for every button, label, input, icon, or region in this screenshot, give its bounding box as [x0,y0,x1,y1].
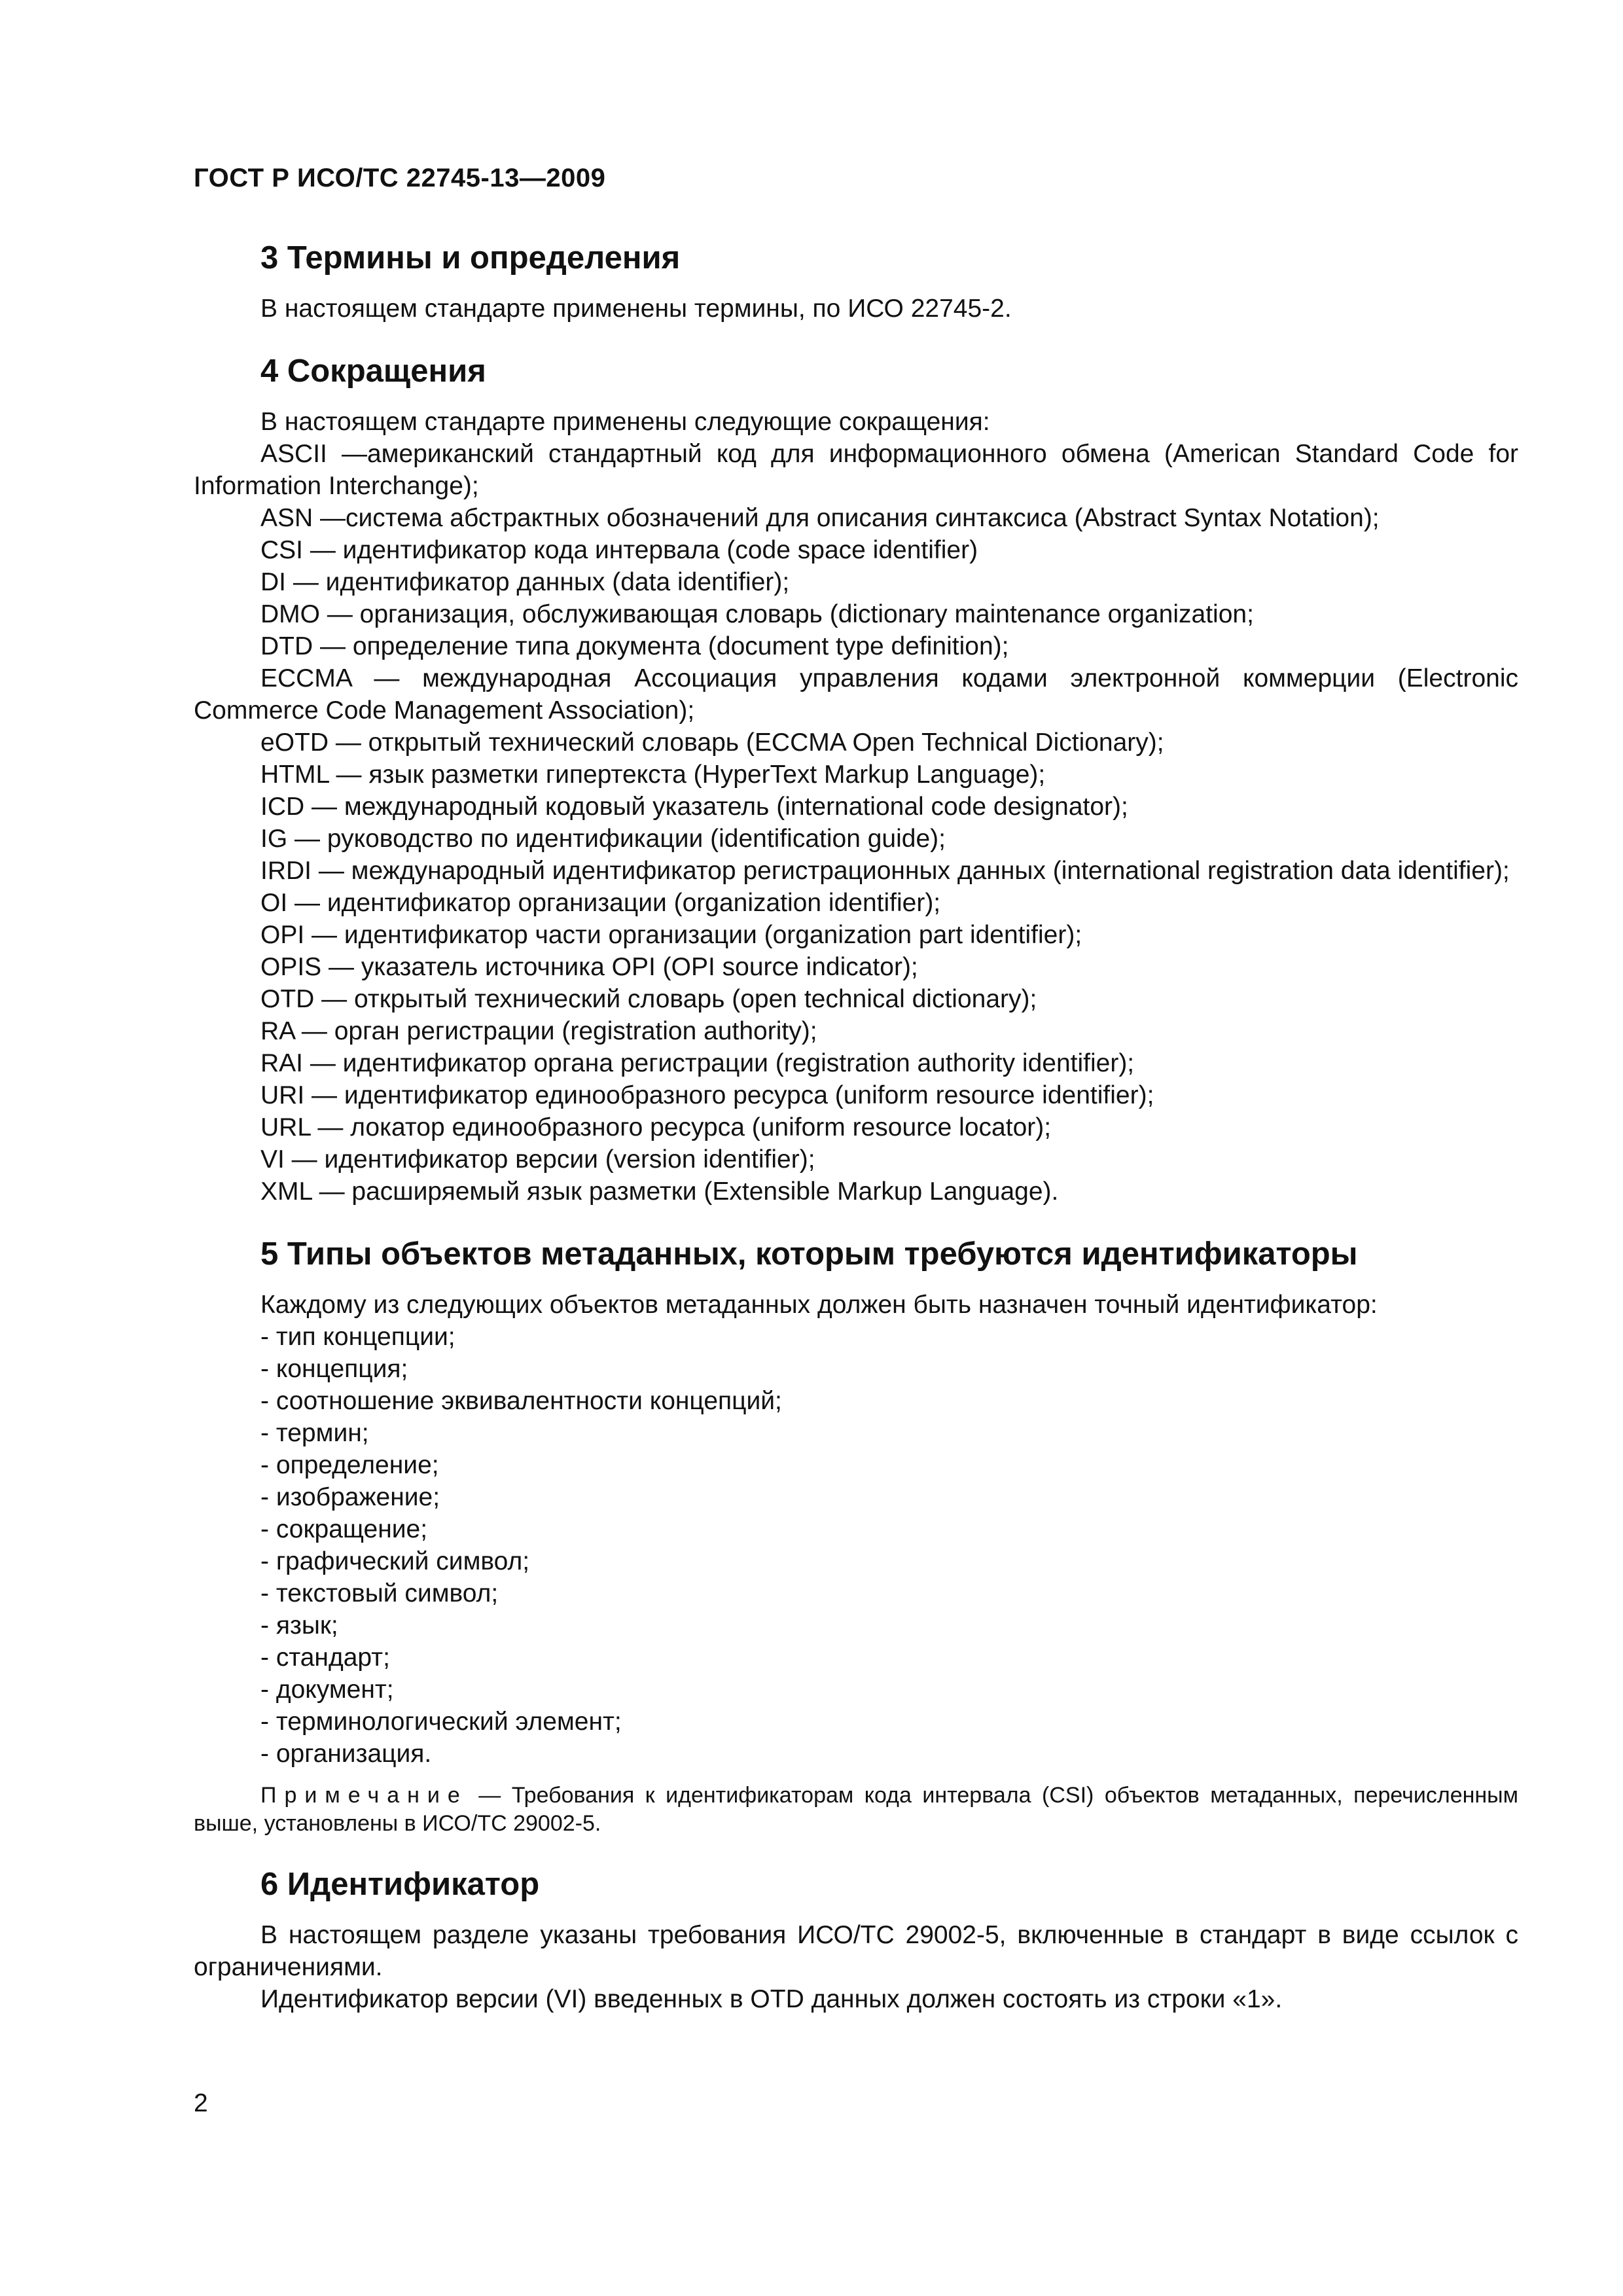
list-item: - определение; [260,1451,439,1479]
list-item: - терминологический элемент; [260,1708,622,1736]
abbreviation-item: IRDI — международный идентификатор регистрационных данных (international registration data identifier); [260,857,1510,885]
section-3-paragraph: В настоящем стандарте применены термины, по ИСО 22745-2. [260,295,1012,323]
list-item: - язык; [260,1611,338,1640]
abbreviation-item: XML — расширяемый язык разметки (Extensible Markup Language). [260,1177,1059,1206]
abbreviation-item: ICD — международный кодовый указатель (international code designator); [260,793,1128,821]
list-item: - соотношение эквивалентности концепций; [260,1387,782,1415]
abbreviation-item: DI — идентификатор данных (data identifier); [260,568,790,596]
abbreviation-item: CSI — идентификатор кода интервала (code space identifier) [260,536,978,564]
note-paragraph [194,1782,1518,1838]
abbreviation-item: RAI — идентификатор органа регистрации (registration authority identifier); [260,1049,1135,1077]
abbreviation-item: eOTD — открытый технический словарь (ECCMA Open Technical Dictionary); [260,728,1164,757]
abbreviation-item: RA — орган регистрации (registration authority); [260,1017,817,1045]
list-item: - организация. [260,1740,432,1768]
abbreviation-item: ASCII —американский стандартный код для информационного обмена (American Standard Code for Information Interchange); [194,440,1518,500]
abbreviation-item: DTD — определение типа документа (document type definition); [260,632,1009,660]
page-number: 2 [194,2089,208,2117]
abbreviation-item: OI — идентификатор организации (organization identifier); [260,889,941,917]
list-item: - графический символ; [260,1547,530,1575]
abbreviation-item: IG — руководство по идентификации (identification guide); [260,825,946,853]
abbreviation-item: URI — идентификатор единообразного ресурса (uniform resource identifier); [260,1081,1154,1109]
list-item: - термин; [260,1419,369,1447]
page-content [194,239,1518,2015]
section-5-intro: Каждому из следующих объектов метаданных должен быть назначен точный идентификатор: [260,1291,1378,1319]
section-6-paragraph-2: Идентификатор версии (VI) введенных в OTD данных должен состоять из строки «1». [260,1985,1283,2013]
list-item: - документ; [260,1676,394,1704]
list-item: - стандарт; [260,1643,390,1672]
abbreviation-item: VI — идентификатор версии (version identifier); [260,1145,815,1174]
metadata-objects-list [194,1321,1518,1770]
section-6-paragraph-1: В настоящем разделе указаны требования ИСО/ТС 29002-5, включенные в стандарт в виде ссылок с ограничениями. [194,1921,1518,1981]
abbreviation-item: OPIS — указатель источника OPI (OPI source indicator); [260,953,918,981]
abbreviation-item: OPI — идентификатор части организации (organization part identifier); [260,921,1082,949]
section-6-heading: 6 Идентификатор [260,1867,540,1902]
document-id-header: ГОСТ Р ИСО/ТС 22745-13—2009 [194,164,606,192]
section-3-heading: 3 Термины и определения [260,240,681,276]
section-4-heading: 4 Сокращения [260,353,486,389]
abbreviation-item: HTML — язык разметки гипертекста (HyperText Markup Language); [260,761,1046,789]
note-text: — Требования к идентификаторам кода интервала (CSI) объектов метаданных, перечисленным выше, установлены в ИСО/ТС 29002-5. [194,1783,1518,1836]
note-label: Примечание [260,1783,468,1808]
list-item: - сокращение; [260,1515,428,1543]
abbreviation-item: ECCMA — международная Ассоциация управления кодами электронной коммерции (Electronic Commerce Code Management Association); [194,664,1518,725]
list-item: - концепция; [260,1355,408,1383]
abbreviation-item: URL — локатор единообразного ресурса (uniform resource locator); [260,1113,1052,1141]
section-4-intro: В настоящем стандарте применены следующие сокращения: [260,408,990,436]
list-item: - изображение; [260,1483,440,1511]
abbreviation-item: DMO — организация, обслуживающая словарь (dictionary maintenance organization; [260,600,1254,628]
abbreviations-list [194,438,1518,1208]
list-item: - текстовый символ; [260,1579,499,1607]
section-5-heading: 5 Типы объектов метаданных, которым требуются идентификаторы [260,1236,1358,1272]
abbreviation-item: ASN —система абстрактных обозначений для описания синтаксиса (Abstract Syntax Notation); [260,504,1380,532]
list-item: - тип концепции; [260,1323,455,1351]
abbreviation-item: OTD — открытый технический словарь (open technical dictionary); [260,985,1037,1013]
